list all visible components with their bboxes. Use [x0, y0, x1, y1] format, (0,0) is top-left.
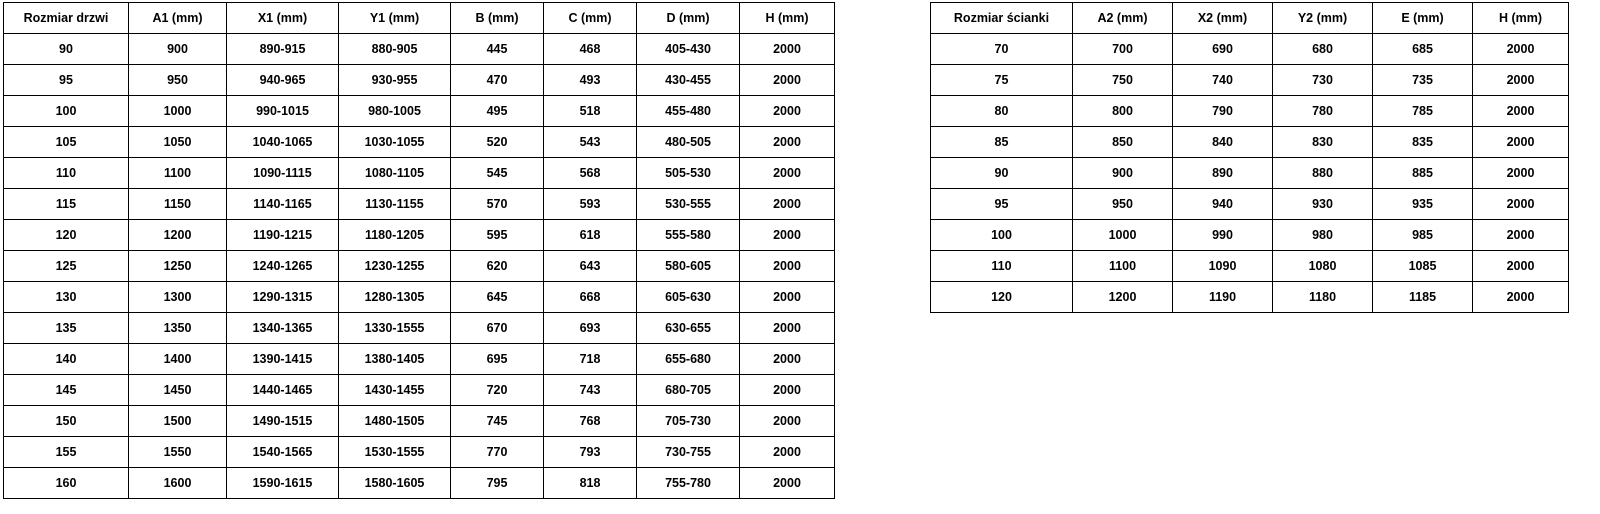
table-cell: 1330-1555: [339, 313, 451, 344]
walls-dimensions-table-container: [930, 2, 1569, 313]
column-header-d3: Y1 (mm): [339, 3, 451, 34]
table-cell: 1000: [129, 96, 227, 127]
column-header-d1: A1 (mm): [129, 3, 227, 34]
table-cell: 818: [544, 468, 637, 499]
walls-table-head: [931, 3, 1569, 34]
table-cell: 680: [1273, 34, 1373, 65]
table-header-row: [4, 3, 835, 34]
table-cell: 140: [4, 344, 129, 375]
table-cell: 750: [1073, 65, 1173, 96]
table-cell: 900: [129, 34, 227, 65]
table-cell: 1590-1615: [227, 468, 339, 499]
table-cell: 2000: [740, 468, 835, 499]
table-cell: 1080: [1273, 251, 1373, 282]
table-cell: 1500: [129, 406, 227, 437]
table-cell: 1100: [1073, 251, 1173, 282]
table-cell: 105: [4, 127, 129, 158]
table-cell: 145: [4, 375, 129, 406]
table-cell: 655-680: [637, 344, 740, 375]
table-cell: 850: [1073, 127, 1173, 158]
column-header-d5: C (mm): [544, 3, 637, 34]
table-cell: 1490-1515: [227, 406, 339, 437]
table-cell: 670: [451, 313, 544, 344]
doors-dimensions-table: [3, 2, 835, 499]
table-cell: 643: [544, 251, 637, 282]
table-row: [4, 468, 835, 499]
table-row: [4, 282, 835, 313]
table-cell: 1450: [129, 375, 227, 406]
table-cell: 445: [451, 34, 544, 65]
table-cell: 785: [1373, 96, 1473, 127]
table-cell: 543: [544, 127, 637, 158]
table-cell: 495: [451, 96, 544, 127]
table-row: [931, 96, 1569, 127]
table-row: [4, 344, 835, 375]
table-row: [4, 127, 835, 158]
table-cell: 980: [1273, 220, 1373, 251]
table-cell: 2000: [740, 437, 835, 468]
table-cell: 990-1015: [227, 96, 339, 127]
column-header-d4: B (mm): [451, 3, 544, 34]
table-cell: 885: [1373, 158, 1473, 189]
table-cell: 480-505: [637, 127, 740, 158]
table-cell: 2000: [740, 251, 835, 282]
column-header-w5: H (mm): [1473, 3, 1569, 34]
walls-dimensions-table: [930, 2, 1569, 313]
table-cell: 135: [4, 313, 129, 344]
table-cell: 110: [931, 251, 1073, 282]
table-cell: 530-555: [637, 189, 740, 220]
table-cell: 2000: [740, 375, 835, 406]
table-cell: 2000: [1473, 65, 1569, 96]
table-cell: 770: [451, 437, 544, 468]
table-cell: 1250: [129, 251, 227, 282]
table-cell: 470: [451, 65, 544, 96]
table-cell: 743: [544, 375, 637, 406]
table-cell: 730: [1273, 65, 1373, 96]
table-cell: 768: [544, 406, 637, 437]
table-cell: 1290-1315: [227, 282, 339, 313]
table-cell: 520: [451, 127, 544, 158]
table-row: [4, 65, 835, 96]
table-cell: 90: [931, 158, 1073, 189]
table-cell: 880-905: [339, 34, 451, 65]
table-cell: 2000: [1473, 96, 1569, 127]
table-cell: 1480-1505: [339, 406, 451, 437]
table-cell: 1280-1305: [339, 282, 451, 313]
table-cell: 150: [4, 406, 129, 437]
table-row: [931, 127, 1569, 158]
table-row: [4, 189, 835, 220]
table-cell: 940: [1173, 189, 1273, 220]
table-row: [931, 282, 1569, 313]
table-cell: 680-705: [637, 375, 740, 406]
table-cell: 570: [451, 189, 544, 220]
table-cell: 2000: [740, 127, 835, 158]
table-cell: 1085: [1373, 251, 1473, 282]
table-cell: 2000: [740, 406, 835, 437]
table-cell: 830: [1273, 127, 1373, 158]
table-cell: 2000: [1473, 251, 1569, 282]
table-cell: 795: [451, 468, 544, 499]
table-cell: 555-580: [637, 220, 740, 251]
table-cell: 130: [4, 282, 129, 313]
table-cell: 155: [4, 437, 129, 468]
table-cell: 100: [4, 96, 129, 127]
table-row: [4, 96, 835, 127]
table-cell: 1190: [1173, 282, 1273, 313]
table-row: [4, 34, 835, 65]
table-cell: 793: [544, 437, 637, 468]
table-cell: 110: [4, 158, 129, 189]
table-cell: 1185: [1373, 282, 1473, 313]
table-cell: 2000: [740, 158, 835, 189]
table-cell: 1030-1055: [339, 127, 451, 158]
table-cell: 645: [451, 282, 544, 313]
table-cell: 430-455: [637, 65, 740, 96]
table-cell: 593: [544, 189, 637, 220]
table-cell: 2000: [1473, 189, 1569, 220]
table-cell: 950: [1073, 189, 1173, 220]
table-cell: 668: [544, 282, 637, 313]
table-cell: 2000: [1473, 220, 1569, 251]
table-cell: 1190-1215: [227, 220, 339, 251]
column-header-d0: Rozmiar drzwi: [4, 3, 129, 34]
table-cell: 1380-1405: [339, 344, 451, 375]
table-cell: 620: [451, 251, 544, 282]
table-cell: 940-965: [227, 65, 339, 96]
table-cell: 580-605: [637, 251, 740, 282]
table-cell: 125: [4, 251, 129, 282]
table-cell: 1430-1455: [339, 375, 451, 406]
table-cell: 90: [4, 34, 129, 65]
table-cell: 990: [1173, 220, 1273, 251]
table-cell: 690: [1173, 34, 1273, 65]
table-cell: 1130-1155: [339, 189, 451, 220]
table-cell: 1200: [1073, 282, 1173, 313]
table-row: [931, 220, 1569, 251]
table-row: [931, 34, 1569, 65]
table-row: [931, 158, 1569, 189]
column-header-w3: Y2 (mm): [1273, 3, 1373, 34]
table-cell: 1340-1365: [227, 313, 339, 344]
table-cell: 1540-1565: [227, 437, 339, 468]
table-cell: 100: [931, 220, 1073, 251]
table-cell: 755-780: [637, 468, 740, 499]
column-header-d6: D (mm): [637, 3, 740, 34]
table-cell: 1440-1465: [227, 375, 339, 406]
table-cell: 800: [1073, 96, 1173, 127]
table-cell: 2000: [740, 34, 835, 65]
table-cell: 745: [451, 406, 544, 437]
table-cell: 735: [1373, 65, 1473, 96]
table-cell: 1100: [129, 158, 227, 189]
table-cell: 890-915: [227, 34, 339, 65]
table-cell: 1080-1105: [339, 158, 451, 189]
table-cell: 730-755: [637, 437, 740, 468]
table-cell: 1180-1205: [339, 220, 451, 251]
doors-table-head: [4, 3, 835, 34]
table-cell: 1230-1255: [339, 251, 451, 282]
table-cell: 493: [544, 65, 637, 96]
table-cell: 1180: [1273, 282, 1373, 313]
table-cell: 2000: [740, 313, 835, 344]
column-header-w4: E (mm): [1373, 3, 1473, 34]
table-cell: 1000: [1073, 220, 1173, 251]
table-cell: 2000: [740, 65, 835, 96]
table-cell: 705-730: [637, 406, 740, 437]
table-cell: 930: [1273, 189, 1373, 220]
table-cell: 1240-1265: [227, 251, 339, 282]
table-cell: 455-480: [637, 96, 740, 127]
table-cell: 2000: [740, 96, 835, 127]
table-cell: 1150: [129, 189, 227, 220]
table-cell: 1350: [129, 313, 227, 344]
doors-dimensions-table-container: [3, 2, 835, 499]
table-cell: 618: [544, 220, 637, 251]
table-cell: 405-430: [637, 34, 740, 65]
table-cell: 780: [1273, 96, 1373, 127]
table-cell: 1090-1115: [227, 158, 339, 189]
table-cell: 1600: [129, 468, 227, 499]
table-cell: 695: [451, 344, 544, 375]
table-cell: 1140-1165: [227, 189, 339, 220]
column-header-w0: Rozmiar ścianki: [931, 3, 1073, 34]
table-cell: 718: [544, 344, 637, 375]
table-cell: 1090: [1173, 251, 1273, 282]
table-cell: 2000: [740, 189, 835, 220]
table-cell: 1390-1415: [227, 344, 339, 375]
table-cell: 2000: [740, 344, 835, 375]
table-cell: 1050: [129, 127, 227, 158]
table-cell: 1550: [129, 437, 227, 468]
table-cell: 2000: [740, 220, 835, 251]
column-header-w1: A2 (mm): [1073, 3, 1173, 34]
table-row: [4, 375, 835, 406]
table-cell: 900: [1073, 158, 1173, 189]
column-header-w2: X2 (mm): [1173, 3, 1273, 34]
table-cell: 880: [1273, 158, 1373, 189]
table-cell: 80: [931, 96, 1073, 127]
table-row: [4, 313, 835, 344]
table-cell: 605-630: [637, 282, 740, 313]
table-row: [4, 251, 835, 282]
table-cell: 1200: [129, 220, 227, 251]
table-row: [4, 406, 835, 437]
table-cell: 685: [1373, 34, 1473, 65]
table-cell: 835: [1373, 127, 1473, 158]
table-cell: 115: [4, 189, 129, 220]
table-row: [931, 251, 1569, 282]
table-cell: 2000: [1473, 282, 1569, 313]
column-header-d7: H (mm): [740, 3, 835, 34]
table-cell: 693: [544, 313, 637, 344]
walls-table-body: [931, 34, 1569, 313]
table-row: [4, 220, 835, 251]
table-cell: 2000: [1473, 158, 1569, 189]
table-cell: 95: [931, 189, 1073, 220]
table-cell: 980-1005: [339, 96, 451, 127]
table-cell: 2000: [740, 282, 835, 313]
table-row: [4, 158, 835, 189]
table-cell: 595: [451, 220, 544, 251]
table-cell: 468: [544, 34, 637, 65]
table-cell: 95: [4, 65, 129, 96]
table-cell: 630-655: [637, 313, 740, 344]
table-cell: 1040-1065: [227, 127, 339, 158]
table-cell: 70: [931, 34, 1073, 65]
table-cell: 568: [544, 158, 637, 189]
table-cell: 120: [4, 220, 129, 251]
table-cell: 1580-1605: [339, 468, 451, 499]
table-row: [4, 437, 835, 468]
table-row: [931, 189, 1569, 220]
table-cell: 1300: [129, 282, 227, 313]
table-cell: 1400: [129, 344, 227, 375]
table-cell: 840: [1173, 127, 1273, 158]
table-cell: 985: [1373, 220, 1473, 251]
column-header-d2: X1 (mm): [227, 3, 339, 34]
table-row: [931, 65, 1569, 96]
table-cell: 740: [1173, 65, 1273, 96]
table-cell: 505-530: [637, 158, 740, 189]
table-cell: 2000: [1473, 127, 1569, 158]
table-cell: 518: [544, 96, 637, 127]
table-cell: 1530-1555: [339, 437, 451, 468]
table-cell: 160: [4, 468, 129, 499]
table-cell: 120: [931, 282, 1073, 313]
table-cell: 545: [451, 158, 544, 189]
table-cell: 950: [129, 65, 227, 96]
table-cell: 935: [1373, 189, 1473, 220]
table-cell: 75: [931, 65, 1073, 96]
table-cell: 85: [931, 127, 1073, 158]
table-cell: 890: [1173, 158, 1273, 189]
doors-table-body: [4, 34, 835, 499]
table-cell: 930-955: [339, 65, 451, 96]
table-header-row: [931, 3, 1569, 34]
table-cell: 720: [451, 375, 544, 406]
table-cell: 2000: [1473, 34, 1569, 65]
table-cell: 700: [1073, 34, 1173, 65]
table-cell: 790: [1173, 96, 1273, 127]
